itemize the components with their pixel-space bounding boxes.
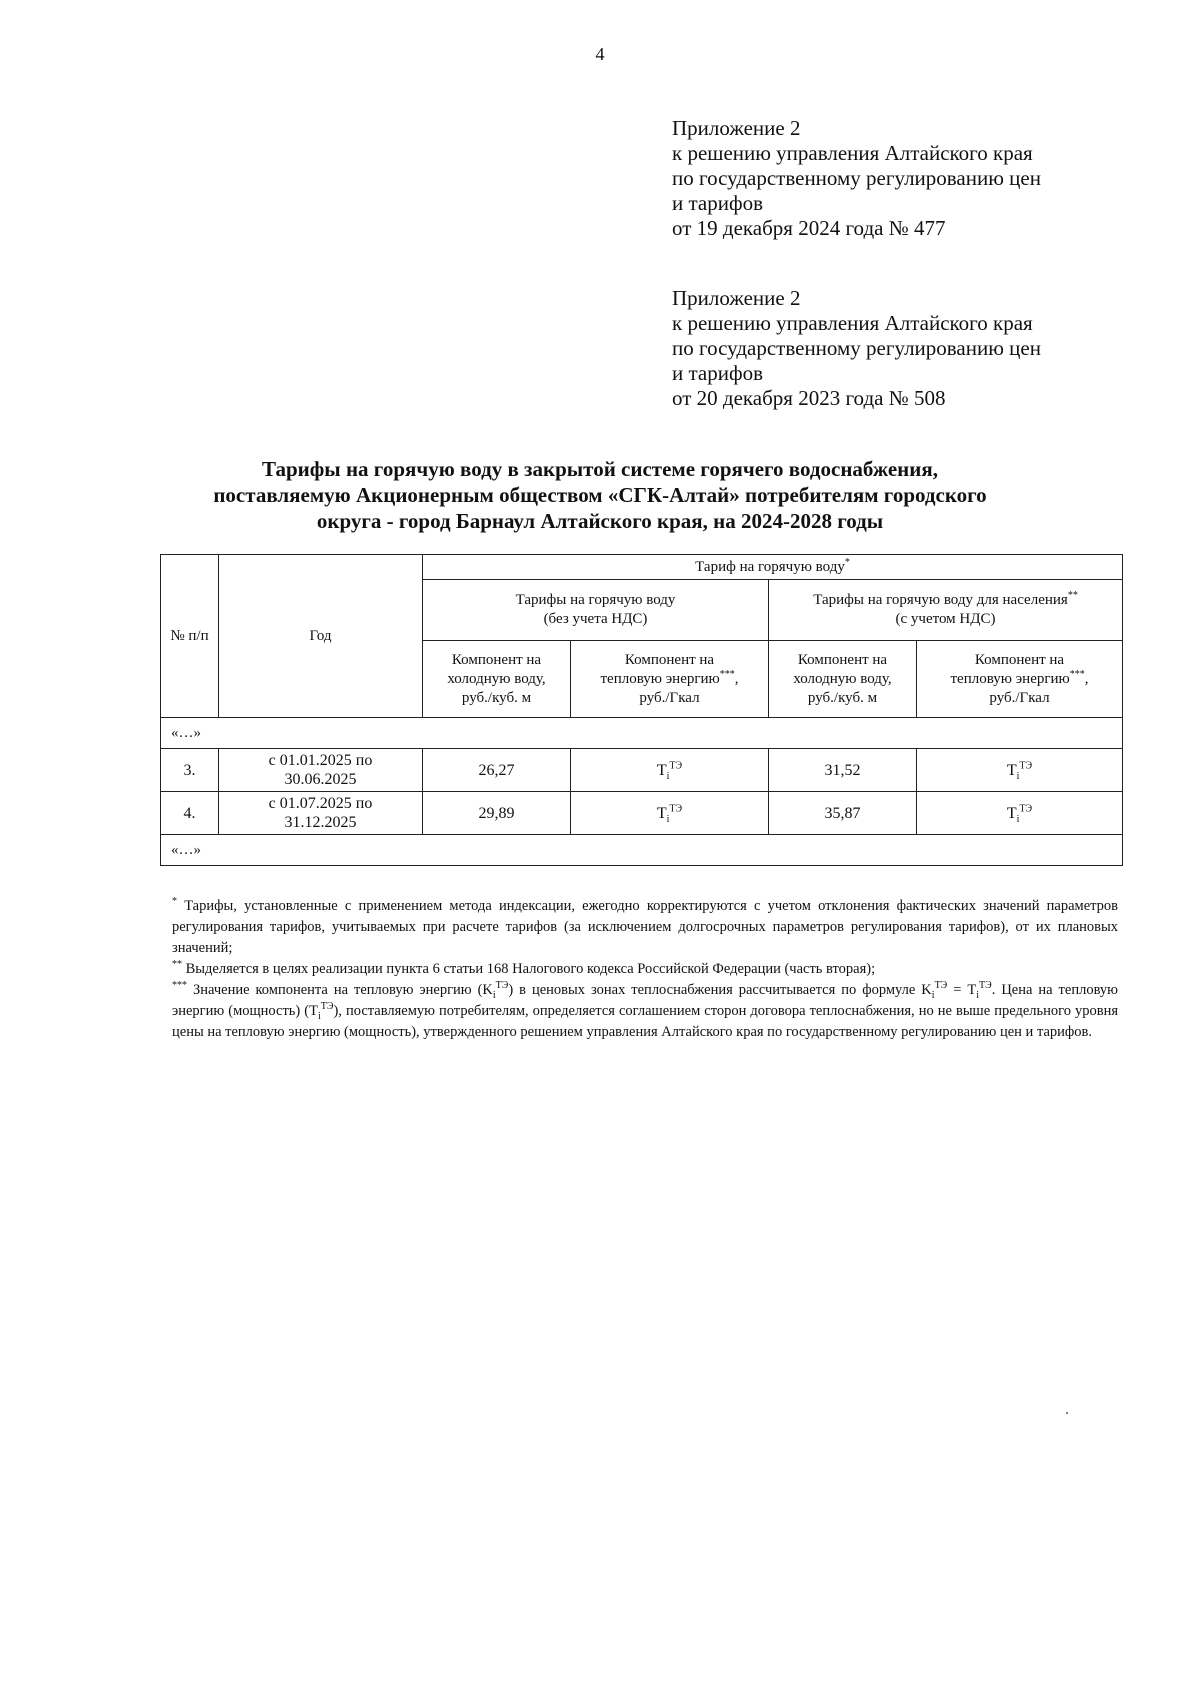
footnote-mark: * <box>844 556 850 568</box>
heat-with-vat-value: $T_i^{ТЭ}$ <box>917 749 1123 792</box>
footnote-mark: * <box>172 896 177 908</box>
header-heat-with-vat: Компонент на тепловую энергию***, руб./Гкал <box>917 641 1123 718</box>
appendix-line: и тарифов <box>672 361 764 385</box>
table-row <box>161 792 1123 835</box>
heat-with-vat-value: $T_i^{ТЭ}$ <box>917 792 1123 835</box>
cold-no-vat-value: 26,27 <box>423 749 571 792</box>
row-num: 3. <box>161 749 219 792</box>
header-cold-with-vat: Компонент на холодную воду, руб./куб. м <box>769 641 917 718</box>
footnote-2: ** Выделяется в целях реализации пункта 6 статьи 168 Налогового кодекса Российской Федерации (часть вторая); <box>172 959 876 977</box>
appendix-previous-block <box>672 286 1152 411</box>
row-num: 4. <box>161 792 219 835</box>
footnote-3: *** Значение компонента на тепловую энергию $(K_i^{ТЭ})$ в ценовых зонах теплоснабжения рассчитывается по формуле $K_i^{ТЭ} = T_i^{ТЭ}$. Цена на тепловую энергию (мощность) $(T_i^{ТЭ})$, поставляемую потребителям, определяется соглашением сторон договора теплоснабжения, но не выше предельного уровня цены на тепловую энергию (мощность), утвержденного решением управления Алтайского края по государственному регулированию цен и тарифов. <box>172 980 1119 1040</box>
appendix-line: к решению управления Алтайского края <box>672 311 1033 335</box>
footnote-1: * Тарифы, установленные с применением метода индексации, ежегодно корректируются с учетом отклонения фактических значений параметров регулирования тарифов, учитываемых при расчете тарифов (за исключением долгосрочных параметров регулирования тарифов), от их плановых значений; <box>172 896 1118 956</box>
header-cold-no-vat: Компонент на холодную воду, руб./куб. м <box>423 641 571 718</box>
appendix-line: по государственному регулированию цен <box>672 336 1041 360</box>
table-row-ellipsis <box>161 718 1123 749</box>
table-row-ellipsis <box>161 835 1123 866</box>
document-title <box>120 456 1080 534</box>
tariff-table <box>160 554 1123 866</box>
cold-with-vat-value: 31,52 <box>769 749 917 792</box>
header-heat-no-vat: Компонент на тепловую энергию***, руб./Гкал <box>571 641 769 718</box>
row-period: с 01.01.2025 по 30.06.2025 <box>219 749 423 792</box>
footnote-mark: ** <box>1067 590 1078 601</box>
cold-with-vat-value: 35,87 <box>769 792 917 835</box>
table-header-row <box>161 555 1123 580</box>
title-line: Тарифы на горячую воду в закрытой системе горячего водоснабжения, <box>262 457 938 481</box>
header-tariff-group: Тариф на горячую воду* <box>423 555 1123 580</box>
scan-speck <box>1066 1412 1068 1414</box>
header-year: Год <box>219 555 423 718</box>
title-line: поставляемую Акционерным обществом «СГК-Алтай» потребителям городского <box>213 483 987 507</box>
appendix-line: Приложение 2 <box>672 116 801 140</box>
header-population: Тарифы на горячую воду для населения** (с учетом НДС) <box>769 580 1123 641</box>
row-period: с 01.07.2025 по 31.12.2025 <box>219 792 423 835</box>
footnote-mark: *** <box>719 668 735 680</box>
heat-no-vat-value: $T_i^{ТЭ}$ <box>571 749 769 792</box>
appendix-date-line: от 19 декабря 2024 года № 477 <box>672 216 946 240</box>
appendix-date-line: от 20 декабря 2023 года № 508 <box>672 386 946 410</box>
appendix-line: к решению управления Алтайского края <box>672 141 1033 165</box>
title-line: округа - город Барнаул Алтайского края, на 2024-2028 годы <box>316 509 884 533</box>
footnote-mark: *** <box>172 980 187 992</box>
table-row <box>161 749 1123 792</box>
header-no-vat: Тарифы на горячую воду (без учета НДС) <box>423 580 769 641</box>
appendix-line: Приложение 2 <box>672 286 801 310</box>
appendix-line: и тарифов <box>672 191 764 215</box>
header-num: № п/п <box>161 555 219 718</box>
footnotes <box>172 896 1118 1043</box>
footnote-mark: ** <box>172 959 182 971</box>
footnote-mark: *** <box>1069 668 1085 680</box>
ellipsis-cell: «…» <box>161 718 1123 749</box>
ellipsis-cell: «…» <box>161 835 1123 866</box>
appendix-current-block <box>672 116 1152 241</box>
page-number: 4 <box>595 44 605 64</box>
cold-no-vat-value: 29,89 <box>423 792 571 835</box>
appendix-line: по государственному регулированию цен <box>672 166 1041 190</box>
heat-no-vat-value: $T_i^{ТЭ}$ <box>571 792 769 835</box>
